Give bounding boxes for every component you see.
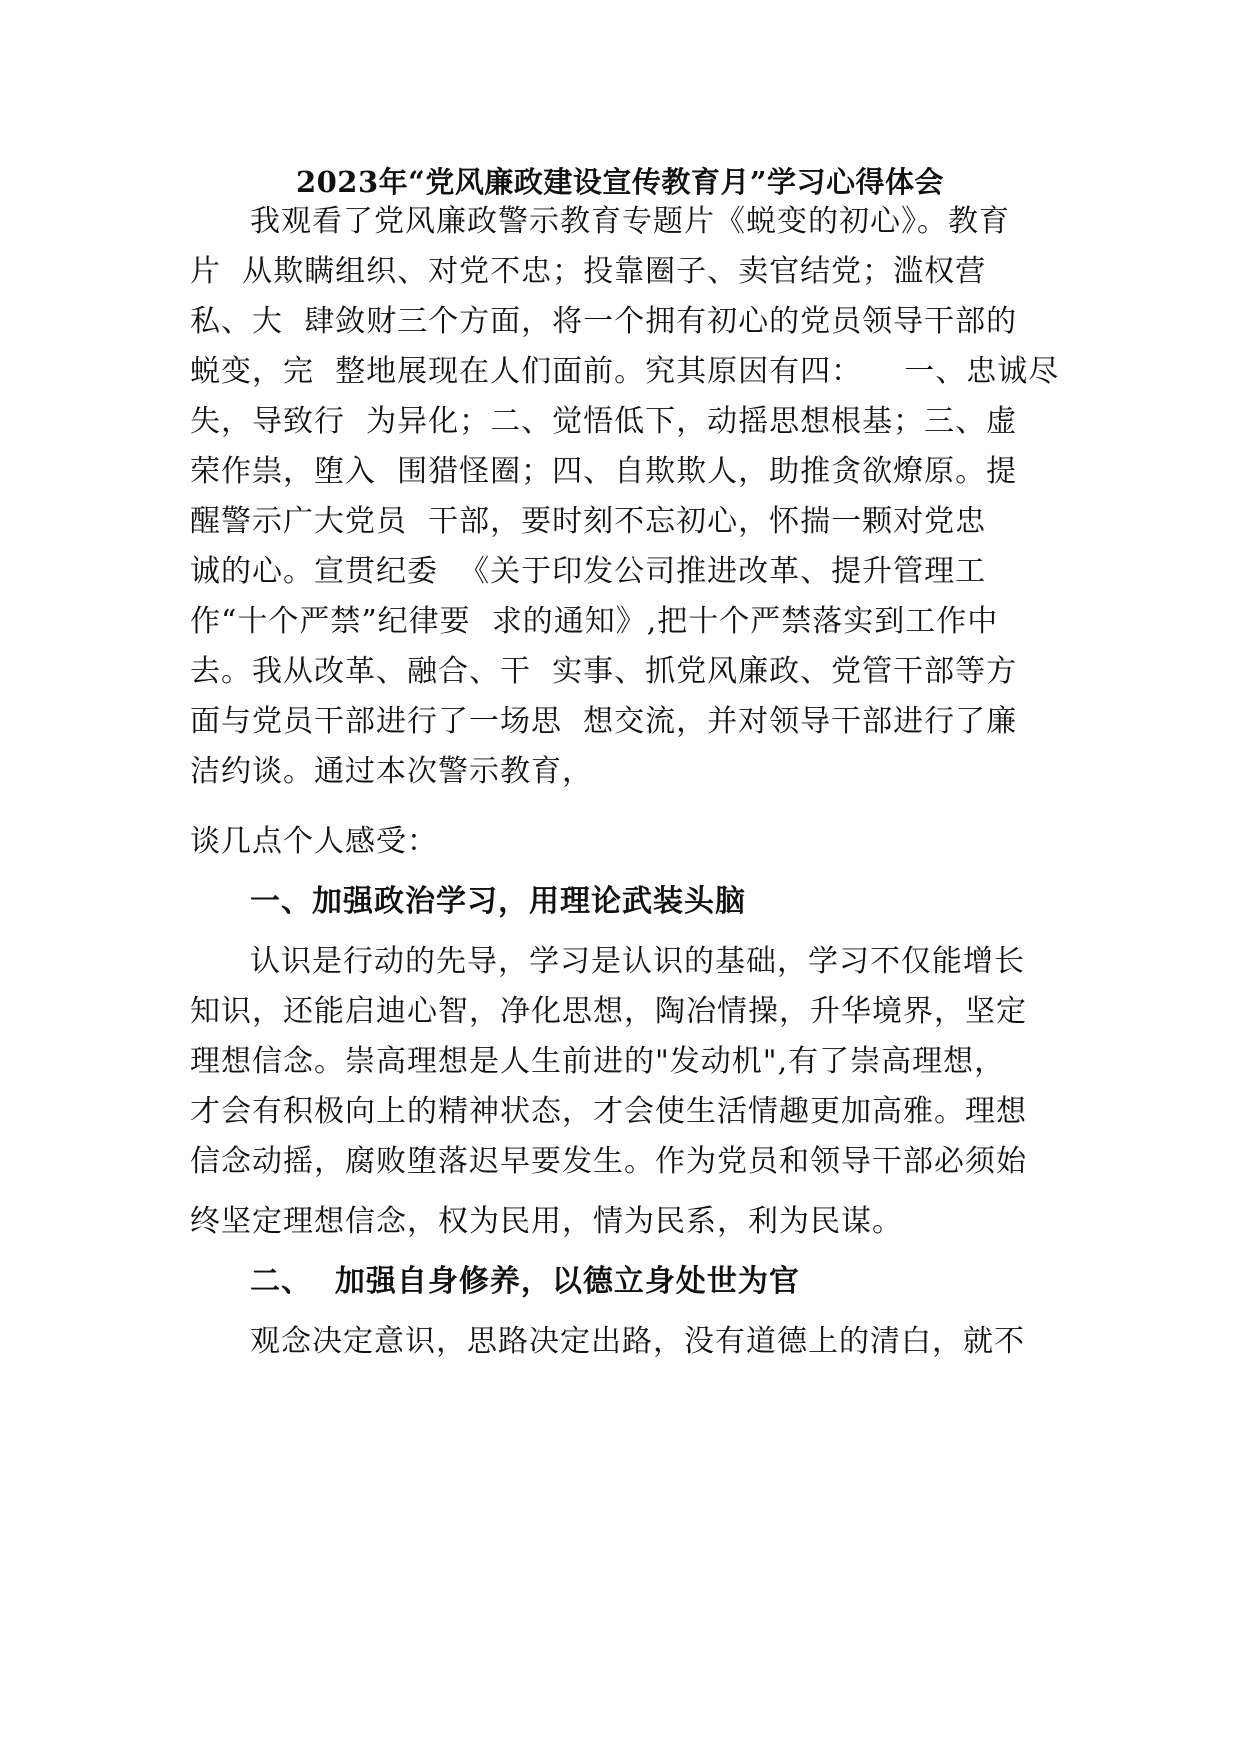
intro-line-12: 洁约谈。通过本次警示教育， [190,754,593,789]
intro-line-9: 作“十个严禁”纪律要 求的通知》,把十个严禁落实到工作中 [190,604,999,639]
intro-line-1: 我观看了党风廉政警示教育专题片《蜕变的初心》。教育 [250,204,1010,239]
document-title: 2023年“党风廉政建设宣传教育月”学习心得体会 [295,165,945,199]
section2-heading: 二、 加强自身修养，以德立身处世为官 [250,1264,800,1299]
section1-line-3: 理想信念。崇高理想是人生前进的"发动机",有了崇高理想， [190,1044,1006,1079]
section2-line-1: 观念决定意识，思路决定出路，没有道德上的清白，就不 [250,1324,1025,1359]
intro-line-2: 片 从欺瞒组织、对党不忠；投靠圈子、卖官结党；滥权营 [190,254,987,289]
section1-line-5: 信念动摇，腐败堕落迟早要发生。作为党员和领导干部必须始 [190,1144,1027,1179]
section1-line-6: 终坚定理想信念，权为民用，情为民系，利为民谋。 [190,1204,903,1239]
section1-line-4: 才会有积极向上的精神状态，才会使生活情趣更加高雅。理想 [190,1094,1027,1129]
section1-line-2: 知识，还能启迪心智，净化思想，陶冶情操，升华境界，坚定 [190,994,1027,1029]
intro-line-3: 私、大 肆敛财三个方面，将一个拥有初心的党员领导干部的 [190,304,1018,339]
intro-line-11: 面与党员干部进行了一场思 想交流，并对领导干部进行了廉 [190,704,1018,739]
intro-line-8: 诚的心。宣贯纪委 《关于印发公司推进改革、提升管理工 [190,554,987,589]
intro-line-7: 醒警示广大党员 干部，要时刻不忘初心，怀揣一颗对党忠 [190,504,987,539]
intro-line-10: 去。我从改革、融合、干 实事、抓党风廉政、党管干部等方 [190,654,1018,689]
section1-line-1: 认识是行动的先导，学习是认识的基础，学习不仅能增长 [250,944,1025,979]
intro-line-5: 失，导致行 为异化；二、觉悟低下，动摇思想根基；三、虚 [190,404,1018,439]
section1-heading: 一、加强政治学习，用理论武装头脑 [250,884,746,919]
intro-line-6: 荣作祟，堕入 围猎怪圈；四、自欺欺人，助推贪欲燎原。提 [190,454,1018,489]
lead-in-text: 谈几点个人感受： [190,824,438,859]
intro-line-4: 蜕变，完 整地展现在人们面前。究其原因有四： 一、忠诚尽 [190,354,1060,389]
